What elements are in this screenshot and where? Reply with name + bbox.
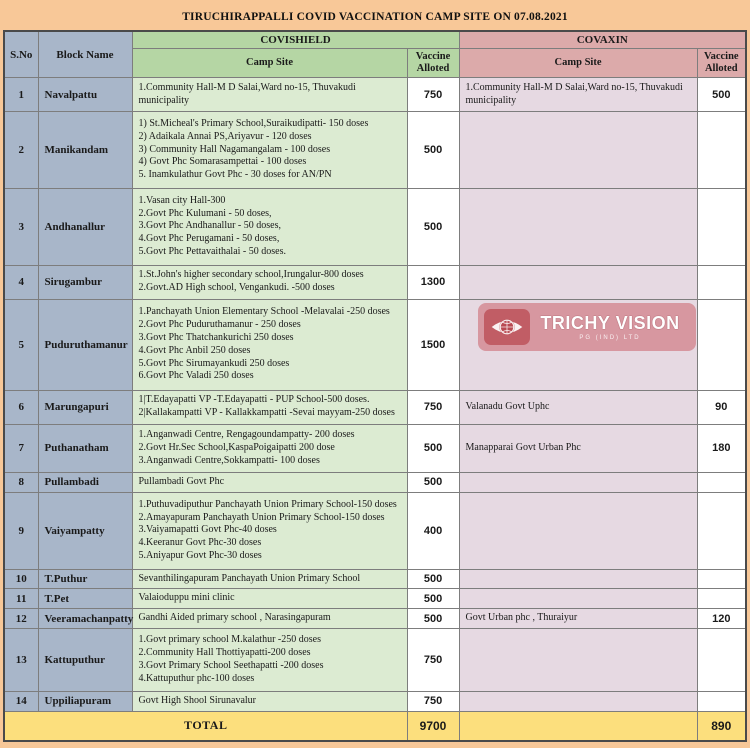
covaxin-camp-site-cell	[459, 390, 697, 424]
camp-site-line: Valanadu Govt Uphc	[465, 400, 550, 412]
covaxin-camp-site-cell	[459, 78, 697, 112]
covaxin-camp-site-cell	[459, 569, 697, 589]
row-block-name: Puduruthamanur	[38, 299, 132, 390]
camp-site-line: 1.St.John's higher secondary school,Irungalur-800 doses	[138, 269, 364, 281]
camp-site-line: 3.Govt Phc Thatchankurichi 250 doses	[138, 331, 294, 343]
camp-site-line: 1.Anganwadi Centre, Rengagoundampatty- 200 doses	[138, 429, 355, 441]
row-sno: 10	[4, 569, 38, 589]
table-row	[4, 609, 746, 629]
covaxin-camp-site-cell	[459, 691, 697, 711]
camp-site-line: Valaioduppu mini clinic	[138, 592, 235, 604]
header-sno: S.No	[4, 31, 38, 78]
camp-site-line: 1.Panchayath Union Elementary School -Melavalai -250 doses	[138, 306, 390, 318]
row-block-name: Pullambadi	[38, 473, 132, 493]
camp-site-line: 1.Community Hall-M D Salai,Ward no-15, Thuvakudi municipality	[138, 81, 356, 106]
covishield-camp-site-cell	[132, 629, 407, 692]
total-row	[4, 711, 746, 741]
header-covishield: COVISHIELD	[132, 31, 459, 49]
covishield-camp-site-cell	[132, 390, 407, 424]
camp-site-line: 3.Anganwadi Centre,Sokkampatti- 100 doses	[138, 454, 320, 466]
row-sno: 4	[4, 265, 38, 299]
covishield-total: 9700	[407, 711, 459, 741]
row-sno: 13	[4, 629, 38, 692]
camp-site-line: 3.Govt Primary School Seethapatti -200 doses	[138, 659, 324, 671]
covaxin-vaccine-alloted-cell: 500	[697, 78, 746, 112]
camp-site-line: 3.Govt Phc Andhanallur - 50 doses,	[138, 220, 281, 232]
table-header	[4, 31, 746, 78]
covaxin-vaccine-alloted-cell	[697, 265, 746, 299]
table-row	[4, 589, 746, 609]
table-row	[4, 569, 746, 589]
camp-site-line: 5.Govt Phc Sirumayankudi 250 doses	[138, 357, 290, 369]
covaxin-vaccine-alloted-cell	[697, 473, 746, 493]
row-block-name: Sirugambur	[38, 265, 132, 299]
camp-site-line: 1.Govt primary school M.kalathur -250 doses	[138, 634, 321, 646]
camp-site-line: 4.Govt Phc Anbil 250 doses	[138, 344, 251, 356]
row-sno: 14	[4, 691, 38, 711]
row-sno: 5	[4, 299, 38, 390]
row-block-name: Marungapuri	[38, 390, 132, 424]
table-row	[4, 390, 746, 424]
covishield-vaccine-alloted-cell: 750	[407, 691, 459, 711]
table-row	[4, 424, 746, 472]
row-block-name: T.Pet	[38, 589, 132, 609]
row-sno: 7	[4, 424, 38, 472]
watermark-text: TRICHY VISION	[540, 313, 680, 333]
covaxin-vaccine-alloted-cell: 90	[697, 390, 746, 424]
camp-site-line: Sevanthilingapuram Panchayath Union Primary School	[138, 572, 361, 584]
covishield-camp-site-cell	[132, 188, 407, 265]
camp-site-line: 3.Vaiyamapatti Govt Phc-40 doses	[138, 524, 277, 536]
covaxin-vaccine-alloted-cell	[697, 299, 746, 390]
camp-site-line: Manapparai Govt Urban Phc	[465, 442, 581, 454]
header-covaxin-camp-site: Camp Site	[459, 49, 697, 78]
camp-site-line: 4) Govt Phc Somarasampettai - 100 doses	[138, 156, 307, 168]
covishield-vaccine-alloted-cell: 500	[407, 188, 459, 265]
covishield-vaccine-alloted-cell: 1300	[407, 265, 459, 299]
header-block-name: Block Name	[38, 31, 132, 78]
covaxin-camp-site-cell	[459, 629, 697, 692]
camp-site-line: 2.Govt.AD High school, Vengankudi. -500 doses	[138, 282, 335, 294]
covaxin-camp-site-cell	[459, 589, 697, 609]
covaxin-camp-site-cell	[459, 609, 697, 629]
row-sno: 1	[4, 78, 38, 112]
covishield-vaccine-alloted-cell: 500	[407, 569, 459, 589]
row-sno: 2	[4, 112, 38, 189]
table-body	[4, 78, 746, 711]
covishield-camp-site-cell	[132, 299, 407, 390]
camp-site-line: 4.Keeranur Govt Phc-30 doses	[138, 537, 262, 549]
covishield-camp-site-cell	[132, 609, 407, 629]
camp-site-line: 2.Amayapuram Panchayath Union Primary School-150 doses	[138, 511, 385, 523]
covaxin-camp-site-cell	[459, 299, 697, 390]
covishield-vaccine-alloted-cell: 500	[407, 112, 459, 189]
page-title: TIRUCHIRAPPALLI COVID VACCINATION CAMP SITE ON 07.08.2021	[182, 10, 568, 23]
camp-site-line: 5.Aniyapur Govt Phc-30 doses	[138, 549, 262, 561]
covishield-camp-site-cell	[132, 78, 407, 112]
covishield-vaccine-alloted-cell: 750	[407, 629, 459, 692]
camp-site-line: 1.Vasan city Hall-300	[138, 194, 226, 206]
row-block-name: Navalpattu	[38, 78, 132, 112]
camp-site-line: 1.Community Hall-M D Salai,Ward no-15, Thuvakudi municipality	[465, 81, 683, 106]
covishield-camp-site-cell	[132, 424, 407, 472]
camp-site-line: 2.Govt Phc Kulumani - 50 doses,	[138, 207, 272, 219]
covaxin-camp-site-cell	[459, 188, 697, 265]
covaxin-vaccine-alloted-cell	[697, 569, 746, 589]
watermark-subtext: PG (IND) LTD	[579, 335, 641, 341]
covaxin-camp-site-cell	[459, 492, 697, 569]
camp-site-line: 5. Inamkulathur Govt Phc - 30 doses for AN/PN	[138, 169, 332, 181]
header-covishield-camp-site: Camp Site	[132, 49, 407, 78]
row-block-name: Andhanallur	[38, 188, 132, 265]
camp-site-line: 2.Community Hall Thottiyapatti-200 doses	[138, 647, 311, 659]
row-sno: 8	[4, 473, 38, 493]
table-row	[4, 492, 746, 569]
covaxin-camp-site-cell	[459, 265, 697, 299]
covishield-vaccine-alloted-cell: 500	[407, 609, 459, 629]
camp-site-line: 1) St.Micheal's Primary School,Suraikudipatti- 150 doses	[138, 118, 369, 130]
covishield-vaccine-alloted-cell: 750	[407, 390, 459, 424]
table-row	[4, 112, 746, 189]
row-sno: 6	[4, 390, 38, 424]
covaxin-camp-site-cell	[459, 424, 697, 472]
covaxin-total-spacer	[459, 711, 697, 741]
camp-site-line: Gandhi Aided primary school , Narasingapuram	[138, 612, 331, 624]
covishield-vaccine-alloted-cell: 750	[407, 78, 459, 112]
covaxin-vaccine-alloted-cell	[697, 188, 746, 265]
row-block-name: Manikandam	[38, 112, 132, 189]
camp-site-line: 4.Govt Phc Perugamani - 50 doses,	[138, 233, 280, 245]
covishield-camp-site-cell	[132, 473, 407, 493]
vaccination-table	[3, 30, 747, 742]
covaxin-total: 890	[697, 711, 746, 741]
total-label: TOTAL	[4, 711, 407, 741]
covaxin-vaccine-alloted-cell	[697, 492, 746, 569]
camp-site-line: 3) Community Hall Nagamangalam - 100 doses	[138, 143, 331, 155]
camp-site-line: 4.Kattuputhur phc-100 doses	[138, 672, 255, 684]
camp-site-line: 1.Puthuvadiputhur Panchayath Union Primary School-150 doses	[138, 498, 397, 510]
covishield-vaccine-alloted-cell: 500	[407, 473, 459, 493]
row-sno: 12	[4, 609, 38, 629]
covaxin-vaccine-alloted-cell: 120	[697, 609, 746, 629]
camp-site-line: 2.Govt Phc Puduruthamanur - 250 doses	[138, 319, 301, 331]
camp-site-line: 6.Govt Phc Valadi 250 doses	[138, 370, 254, 382]
row-sno: 3	[4, 188, 38, 265]
row-block-name: Kattuputhur	[38, 629, 132, 692]
table-row	[4, 473, 746, 493]
camp-site-line: 5.Govt Phc Pettavaithalai - 50 doses.	[138, 246, 286, 258]
table-row	[4, 299, 746, 390]
covishield-camp-site-cell	[132, 691, 407, 711]
covaxin-vaccine-alloted-cell	[697, 589, 746, 609]
covaxin-vaccine-alloted-cell	[697, 112, 746, 189]
header-covaxin-vaccine-alloted: Vaccine Alloted	[697, 49, 746, 78]
covishield-camp-site-cell	[132, 265, 407, 299]
camp-site-line: 2|Kallakampatti VP - Kallakkampatti -Sevai mayyam-250 doses	[138, 407, 395, 419]
row-block-name: Puthanatham	[38, 424, 132, 472]
covaxin-vaccine-alloted-cell: 180	[697, 424, 746, 472]
covishield-vaccine-alloted-cell: 500	[407, 424, 459, 472]
row-block-name: T.Puthur	[38, 569, 132, 589]
covaxin-camp-site-cell	[459, 473, 697, 493]
table-row	[4, 78, 746, 112]
table-row	[4, 265, 746, 299]
table-row	[4, 629, 746, 692]
row-block-name: Veeramachanpatty	[38, 609, 132, 629]
covishield-vaccine-alloted-cell: 1500	[407, 299, 459, 390]
covishield-camp-site-cell	[132, 569, 407, 589]
table-row	[4, 691, 746, 711]
camp-site-line: 2.Govt Hr.Sec School,KaspaPoigaipatti 200 dose	[138, 442, 335, 454]
camp-site-line: Govt High Shool Sirunavalur	[138, 694, 256, 706]
covaxin-vaccine-alloted-cell	[697, 691, 746, 711]
camp-site-line: 1|T.Edayapatti VP -T.Edayapatti - PUP School-500 doses.	[138, 394, 370, 406]
covishield-vaccine-alloted-cell: 500	[407, 589, 459, 609]
row-sno: 9	[4, 492, 38, 569]
row-sno: 11	[4, 589, 38, 609]
row-block-name: Vaiyampatty	[38, 492, 132, 569]
header-covaxin: COVAXIN	[459, 31, 746, 49]
table-row	[4, 188, 746, 265]
covishield-camp-site-cell	[132, 492, 407, 569]
camp-site-line: Govt Urban phc , Thuraiyur	[465, 612, 578, 624]
covishield-vaccine-alloted-cell: 400	[407, 492, 459, 569]
row-block-name: Uppiliapuram	[38, 691, 132, 711]
covishield-camp-site-cell	[132, 589, 407, 609]
header-covishield-vaccine-alloted: Vaccine Alloted	[407, 49, 459, 78]
camp-site-line: Pullambadi Govt Phc	[138, 476, 225, 488]
covaxin-camp-site-cell	[459, 112, 697, 189]
camp-site-line: 2) Adaikala Annai PS,Ariyavur - 120 doses	[138, 130, 312, 142]
covaxin-vaccine-alloted-cell	[697, 629, 746, 692]
covishield-camp-site-cell	[132, 112, 407, 189]
